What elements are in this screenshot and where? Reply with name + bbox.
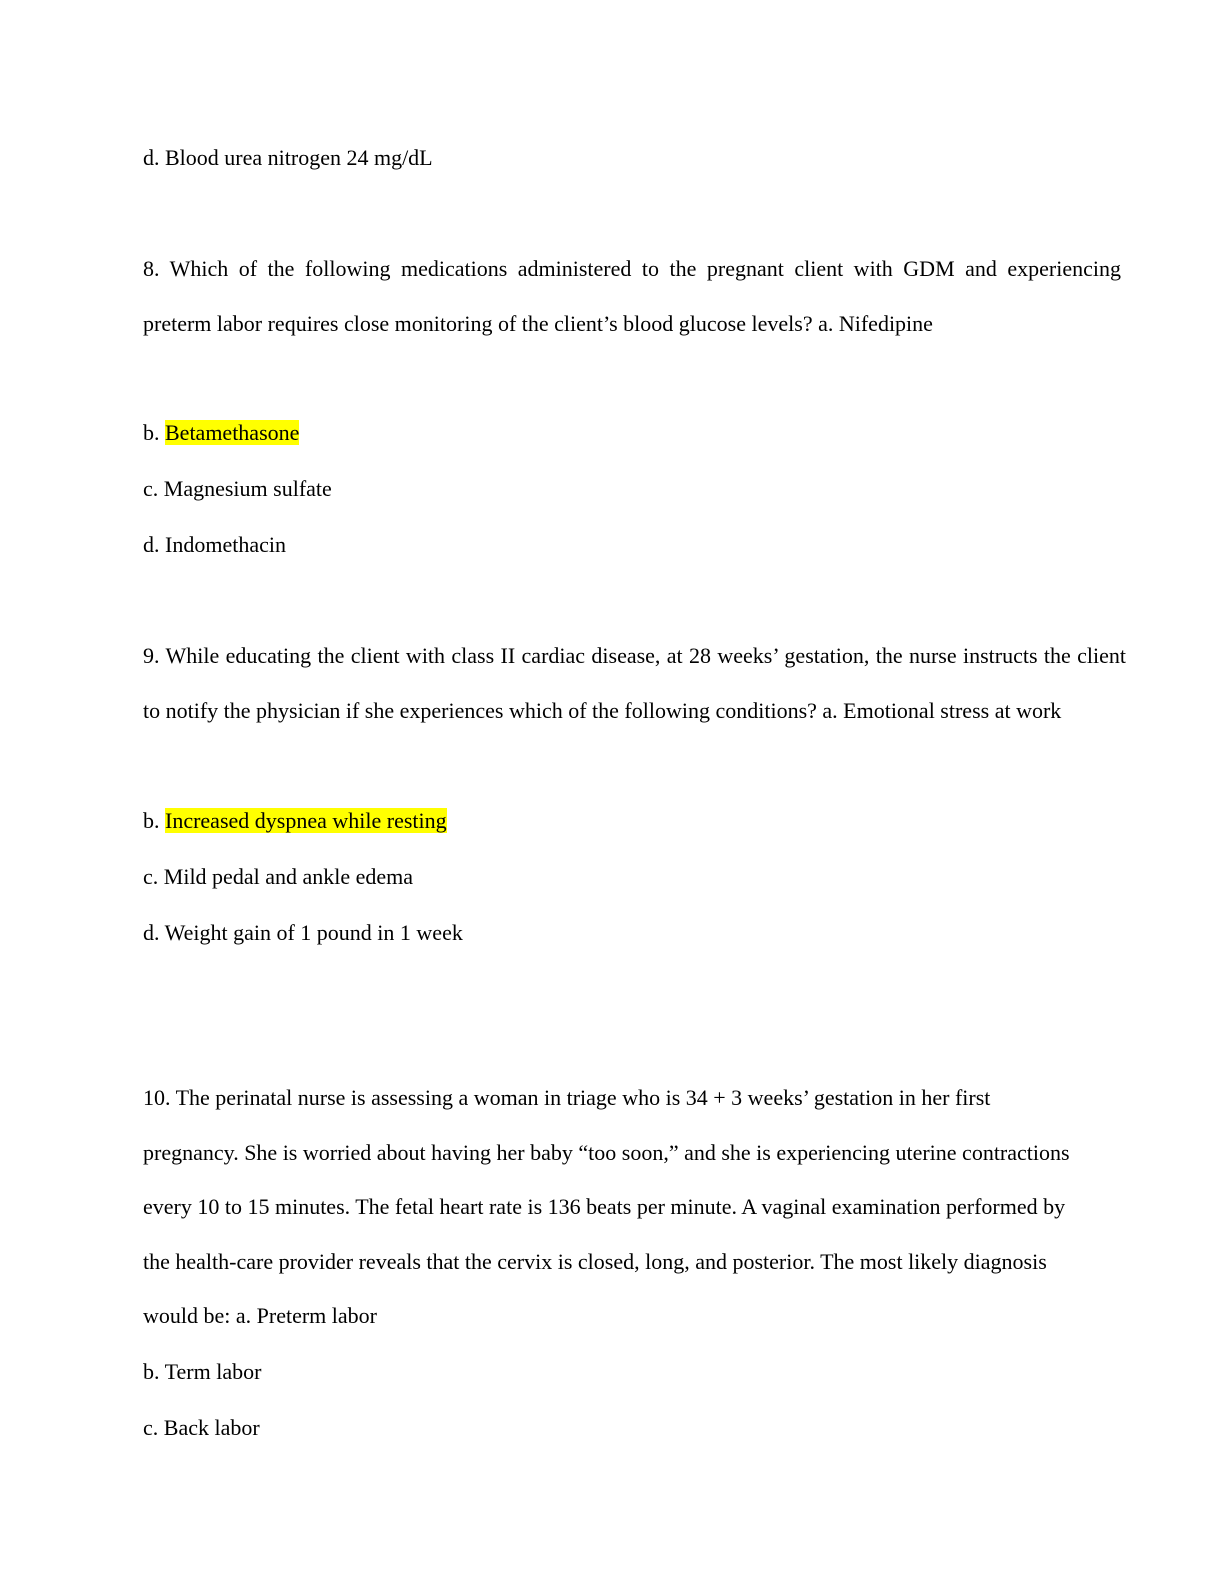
question-9-option-d: d. Weight gain of 1 pound in 1 week: [143, 920, 463, 945]
question-8-stem: 8. Which of the following medications administered to the pregnant client with GDM and experiencing preterm labor requires close monitoring of the client’s blood glucose levels? a. Nifedipine: [143, 256, 1121, 336]
question-10-stem: 10. The perinatal nurse is assessing a woman in triage who is 34 + 3 weeks’ gestation in her first pregnancy. She is worried about having her baby “too soon,” and she is experiencing uterine contractions every 10 to 15 minutes. The fetal heart rate is 136 beats per minute. A vaginal examination performed by the health-care provider reveals that the cervix is closed, long, and posterior. The most likely diagnosis would be: a. Preterm labor: [143, 1085, 1070, 1328]
question-9-option-b-prefix: b.: [143, 808, 165, 833]
question-8-option-b-highlighted-answer: Betamethasone: [165, 420, 300, 445]
question-10-option-b: b. Term labor: [143, 1359, 262, 1384]
prev-question-option-d: d. Blood urea nitrogen 24 mg/dL: [143, 145, 433, 170]
question-8-option-c: c. Magnesium sulfate: [143, 476, 332, 501]
question-9-option-c: c. Mild pedal and ankle edema: [143, 864, 414, 889]
question-8-option-b: [143, 419, 299, 447]
question-9-stem: 9. While educating the client with class II cardiac disease, at 28 weeks’ gestation, the nurse instructs the client to notify the physician if she experiences which of the following conditions? a. Emotional stress at work: [143, 643, 1126, 723]
question-10-option-c: c. Back labor: [143, 1415, 260, 1440]
question-9-option-b: [143, 807, 447, 835]
question-8-option-b-prefix: b.: [143, 420, 165, 445]
question-8-option-d: d. Indomethacin: [143, 532, 286, 557]
question-9-option-b-highlighted-answer: Increased dyspnea while resting: [165, 808, 447, 833]
